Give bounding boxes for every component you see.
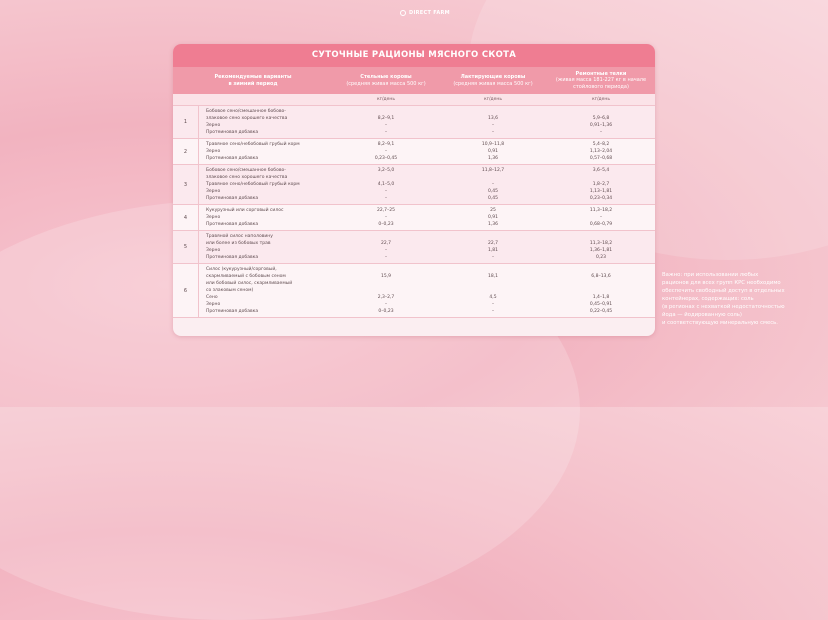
unit-label: кг/день — [376, 97, 396, 102]
feed-value: 1,81 — [487, 248, 499, 253]
feed-value — [547, 108, 655, 115]
feed-label: Сено — [206, 295, 218, 300]
feed-value: – — [384, 196, 388, 201]
feed-value: 0,45–0,91 — [589, 302, 613, 307]
feed-value: – — [384, 215, 388, 220]
feed-label: Зерно — [206, 248, 221, 253]
feed-value: 0,91–1,36 — [589, 123, 613, 128]
feed-value: – — [491, 309, 495, 314]
feed-label: Протеиновая добавка — [206, 156, 259, 161]
feed-value: 25 — [490, 208, 496, 213]
feed-value: 22,7–25 — [377, 208, 395, 213]
feed-label: Протеиновая добавка — [206, 130, 259, 135]
variant-number: 6 — [173, 264, 199, 317]
feed-value: 0,45 — [487, 189, 499, 194]
feed-value: 8,2–9,1 — [377, 116, 395, 121]
feed-value: 0,23 — [595, 255, 607, 260]
variant-number: 2 — [173, 139, 199, 164]
feed-label: Силос (кукурузный/сорговый, — [206, 267, 277, 272]
feed-value: 1,8–2,7 — [592, 182, 610, 187]
table-row — [173, 264, 655, 318]
feed-value: – — [491, 123, 495, 128]
feed-value: 11,3–18,2 — [589, 208, 613, 213]
feed-value: – — [384, 123, 388, 128]
feed-value: 0,57–0,68 — [589, 156, 613, 161]
feed-value: – — [384, 189, 388, 194]
feed-value: 22,7 — [487, 241, 499, 246]
feed-value — [547, 174, 655, 181]
variant-number: 5 — [173, 231, 199, 263]
table-body — [173, 106, 655, 318]
table-row — [173, 106, 655, 139]
feed-value: 1,36 — [487, 156, 499, 161]
feed-value — [439, 287, 547, 294]
feed-value: 0,91 — [487, 215, 499, 220]
feed-value: 0,22–0,45 — [589, 309, 613, 314]
feed-value: – — [384, 149, 388, 154]
logo-icon — [400, 10, 406, 16]
feed-value — [547, 233, 655, 240]
ration-table — [173, 44, 655, 336]
feed-label: Зерно — [206, 149, 221, 154]
feed-value: 1,13–1,81 — [589, 189, 613, 194]
feed-label: или бобовый силос, скармливаемый — [206, 281, 293, 286]
feed-value: 1,13–2,04 — [589, 149, 613, 154]
feed-value — [439, 233, 547, 240]
feed-label: злаковое сено хорошего качества — [206, 116, 288, 121]
feed-label: Протеиновая добавка — [206, 309, 259, 314]
table-row — [173, 165, 655, 205]
feed-value: – — [384, 302, 388, 307]
feed-value: – — [491, 302, 495, 307]
feed-value — [439, 174, 547, 181]
feed-value: 0,23–0,34 — [589, 196, 613, 201]
feed-value: – — [491, 255, 495, 260]
feed-value: 4,5 — [489, 295, 497, 300]
feed-value: 1,36–1,81 — [589, 248, 613, 253]
feed-value: 22,7 — [380, 241, 392, 246]
feed-label: Зерно — [206, 215, 221, 220]
feed-value — [439, 280, 547, 287]
feed-label: Травяное сено/небобовый грубый корм — [206, 182, 300, 187]
feed-value: 5,4–8,2 — [592, 142, 610, 147]
feed-value: 11,3–18,2 — [589, 241, 613, 246]
table-row — [173, 139, 655, 165]
feed-value — [439, 266, 547, 273]
feed-value: 0,68–0,79 — [589, 222, 613, 227]
feed-label: скармливаемый с бобовым сеном — [206, 274, 286, 279]
feed-label: Травяное сено/небобовый грубый корм — [206, 142, 300, 147]
feed-value: 6,8–13,6 — [591, 274, 611, 279]
feed-label: Травяной силос наполовину — [206, 234, 273, 239]
important-note: Важно: при использовании любых рационов для всех групп КРС необходимо обеспечить свободный доступ в отдельных контейнерах, содержащих: соль (в регионах с нехваткой недостаточностью йода — йодированную соль) и соответствующую минеральную смесь. — [662, 272, 785, 326]
feed-value: – — [384, 130, 388, 135]
feed-value: 0,91 — [487, 149, 499, 154]
feed-value: – — [491, 182, 495, 187]
feed-value: 1,4–1,8 — [592, 295, 610, 300]
feed-label: Кукурузный или сорговый силос — [206, 208, 284, 213]
feed-value: 0,23–0,45 — [374, 156, 398, 161]
feed-value — [547, 266, 655, 273]
table-row — [173, 231, 655, 264]
feed-value: – — [599, 130, 603, 135]
feed-value: 10,9–11,8 — [481, 142, 505, 147]
feed-value: 11,8–12,7 — [481, 168, 505, 173]
feed-value: 15,9 — [380, 274, 392, 279]
feed-value — [333, 266, 439, 273]
feed-value — [333, 287, 439, 294]
feed-value — [439, 108, 547, 115]
feed-value: 3,2–5,0 — [377, 168, 395, 173]
feed-label: Протеиновая добавка — [206, 255, 259, 260]
feed-value: 3,6–5,4 — [592, 168, 610, 173]
feed-value: 8,2–9,1 — [377, 142, 395, 147]
logo — [400, 10, 450, 16]
feed-value: – — [491, 130, 495, 135]
feed-value: 2,3–2,7 — [377, 295, 395, 300]
unit-label: кг/день — [591, 97, 611, 102]
feed-label: Зерно — [206, 123, 221, 128]
feed-label: Протеиновая добавка — [206, 222, 259, 227]
feed-value: – — [599, 215, 603, 220]
feed-value — [333, 108, 439, 115]
feed-label: Бобовое сено/смешанное бобово- — [206, 168, 286, 173]
feed-value — [333, 233, 439, 240]
feed-value: 18,1 — [487, 274, 499, 279]
table-title: СУТОЧНЫЕ РАЦИОНЫ МЯСНОГО СКОТА — [173, 44, 655, 67]
feed-value — [333, 174, 439, 181]
feed-value: – — [384, 248, 388, 253]
feed-value: 13,6 — [487, 116, 499, 121]
variant-number: 1 — [173, 106, 199, 138]
header-pregnant-cows: Стельные коровы (средняя живая масса 500 кг) — [346, 74, 426, 87]
header-lactating-cows: Лактирующие коровы (средняя живая масса 500 кг) — [453, 74, 533, 87]
table-header — [173, 67, 655, 94]
feed-value: – — [384, 255, 388, 260]
feed-label: Бобовое сено/смешанное бобово- — [206, 109, 286, 114]
feed-value: 5,9–6,8 — [592, 116, 610, 121]
feed-value — [547, 287, 655, 294]
feed-label: Протеиновая добавка — [206, 196, 259, 201]
header-heifers: Ремонтные телки (живая масса 181-227 кг в начале стойлового периода) — [555, 71, 647, 90]
feed-label: Зерно — [206, 302, 221, 307]
feed-value — [333, 280, 439, 287]
feed-label: Зерно — [206, 189, 221, 194]
variant-number: 4 — [173, 205, 199, 230]
feed-value: 1,36 — [487, 222, 499, 227]
units-row — [173, 94, 655, 106]
header-variants: Рекомендуемые варианты в зимний период — [214, 74, 292, 87]
feed-value — [547, 280, 655, 287]
feed-value: 0,45 — [487, 196, 499, 201]
feed-value: 4,1–5,0 — [377, 182, 395, 187]
feed-label: или более из бобовых трав — [206, 241, 271, 246]
feed-value: 0–0,23 — [378, 222, 394, 227]
feed-label: со злаковым сеном) — [206, 288, 254, 293]
feed-label: злаковое сено хорошего качества — [206, 175, 288, 180]
logo-text: DIRECT FARM — [409, 10, 450, 16]
feed-value: 0–0,23 — [378, 309, 394, 314]
table-row — [173, 205, 655, 231]
unit-label: кг/день — [483, 97, 503, 102]
variant-number: 3 — [173, 165, 199, 204]
